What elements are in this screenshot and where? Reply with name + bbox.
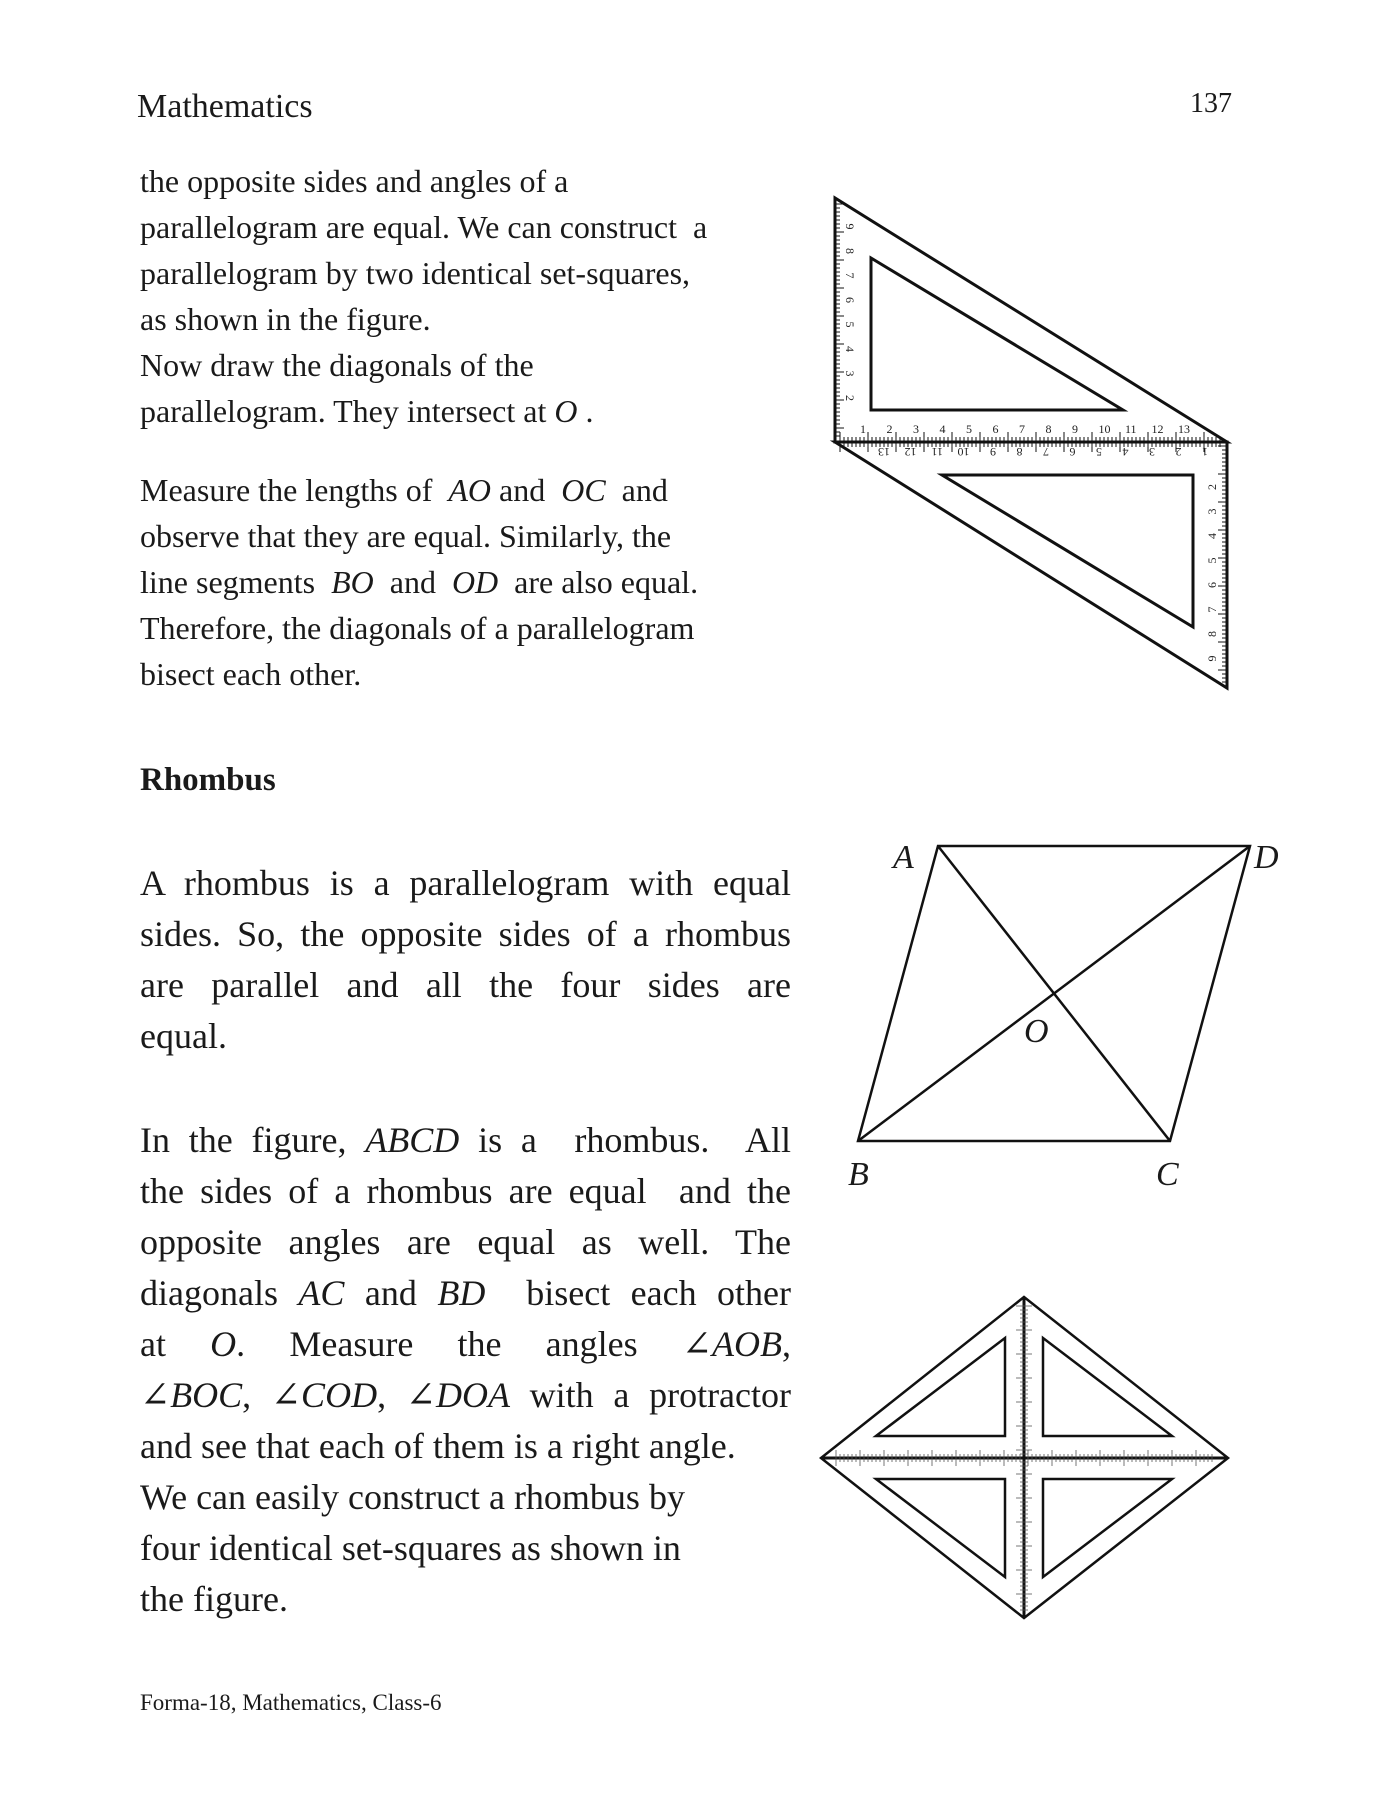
text-segment: In the figure, [140, 1120, 366, 1160]
set-square-bottom-inner [942, 475, 1193, 627]
vertex-label-d: D [1254, 839, 1279, 876]
ruler-number: 9 [990, 445, 996, 459]
set-square-top-inner [871, 258, 1123, 410]
ruler-number: 8 [1205, 631, 1219, 637]
text-segment: parallelogram by two identical set-squares, [140, 255, 691, 291]
ruler-number: 2 [1205, 484, 1219, 490]
ruler-number: 9 [1205, 655, 1219, 662]
text-segment: is a rhombus. All [459, 1120, 791, 1160]
text-segment: A rhombus is a parallelogram with equal [140, 863, 791, 903]
center-label-o: O [1024, 1013, 1049, 1050]
ruler-number: 2 [886, 422, 893, 436]
ruler-number: 5 [966, 422, 972, 436]
ruler-number: 13 [878, 445, 890, 459]
math-symbol: BO [331, 564, 374, 600]
ruler-number: 11 [1125, 422, 1137, 436]
text-segment: opposite angles are equal as well. The [140, 1222, 791, 1262]
text-segment: the opposite sides and angles of a [140, 163, 569, 199]
math-symbol: O [210, 1324, 237, 1364]
text-segment: . Measure the angles [236, 1324, 682, 1364]
vertex-label-a: A [893, 839, 914, 876]
text-segment: are also equal. [498, 564, 699, 600]
ruler-number: 2 [843, 395, 857, 401]
text-segment: and [344, 1273, 438, 1313]
text-segment: and [491, 472, 562, 508]
math-symbol: O [554, 393, 578, 429]
text-segment: equal. [140, 1016, 227, 1056]
ruler-number: 12 [904, 445, 917, 459]
ruler-number: 6 [992, 422, 999, 436]
ruler-number: 1 [1202, 445, 1208, 459]
ruler-number: 3 [1149, 445, 1155, 459]
ruler-number: 13 [1178, 422, 1190, 436]
text-segment: at [140, 1324, 211, 1364]
ruler-number: 7 [1205, 606, 1219, 613]
ruler-number: 5 [843, 321, 857, 328]
page-footer: Forma-18, Mathematics, Class-6 [140, 1690, 442, 1715]
math-symbol: BD [437, 1273, 486, 1313]
text-segment: and see that each of them is a right angle. [140, 1426, 736, 1466]
ruler-number: 12 [1151, 422, 1164, 436]
set-square-rhombus-figure [821, 1297, 1228, 1618]
text-segment: observe that they are equal. Similarly, the [140, 518, 672, 554]
set-square-top-outline [835, 198, 1227, 442]
set-square-parallelogram-figure [835, 198, 1227, 688]
ruler-number: 10 [957, 445, 970, 459]
ruler-number: 4 [1122, 445, 1129, 459]
ruler-number: 11 [931, 445, 943, 459]
text-segment: and [373, 564, 452, 600]
text-segment: , [781, 1324, 791, 1364]
text-segment: and [605, 472, 668, 508]
text-segment: bisect each other. [140, 656, 362, 692]
math-symbol: OD [451, 564, 499, 600]
diagonal-bd [858, 846, 1250, 1141]
math-symbol: AC [298, 1273, 345, 1313]
rhombus-abcd-figure [858, 846, 1250, 1141]
vertex-label-c: C [1156, 1156, 1179, 1193]
ruler-number: 5 [1205, 557, 1219, 564]
text-segment: sides. So, the opposite sides of a rhombus [140, 914, 791, 954]
ruler-number: 4 [843, 346, 857, 352]
set-square-upper-left-inner [876, 1338, 1005, 1436]
running-header: Mathematics [137, 88, 313, 125]
text-segment: diagonals [140, 1273, 299, 1313]
ruler-number: 6 [1069, 445, 1076, 459]
ruler-number: 10 [1098, 422, 1111, 436]
text-segment: as shown in the figure. [140, 301, 431, 337]
math-symbol: AO [448, 472, 492, 508]
ruler-number: 4 [1205, 533, 1219, 539]
text-segment: Now draw the diagonals of the [140, 347, 534, 383]
ruler-number: 9 [843, 223, 857, 230]
ruler-number: 8 [843, 248, 857, 254]
ruler-number: 4 [939, 422, 946, 436]
vertex-label-b: B [848, 1156, 869, 1193]
ruler-number: 6 [1205, 582, 1219, 588]
set-square-bottom-outline [835, 442, 1227, 688]
set-square-lower-right-inner [1043, 1479, 1172, 1577]
page-number: 137 [1190, 88, 1232, 119]
ruler-number: 7 [843, 272, 857, 279]
ruler-number: 8 [1016, 445, 1023, 459]
ruler-number: 3 [913, 422, 919, 436]
text-segment: , [242, 1375, 271, 1415]
text-segment: four identical set-squares as shown in [140, 1528, 681, 1568]
text-segment: We can easily construct a rhombus by [140, 1477, 685, 1517]
math-symbol: ∠AOB [681, 1324, 782, 1364]
math-symbol: ∠COD [270, 1375, 378, 1415]
text-segment: , [377, 1375, 406, 1415]
ruler-number: 7 [1019, 422, 1025, 436]
ruler-number: 7 [1043, 445, 1049, 459]
ruler-number: 2 [1175, 445, 1182, 459]
ruler-number: 3 [1205, 508, 1219, 515]
ruler-number: 1 [860, 422, 866, 436]
text-segment: parallelogram are equal. We can construct a [140, 209, 708, 245]
text-segment: parallelogram. They intersect at [140, 393, 555, 429]
ruler-number: 5 [1096, 445, 1102, 459]
text-segment: line segments [140, 564, 332, 600]
text-segment: bisect each other [485, 1273, 791, 1313]
math-symbol: ABCD [365, 1120, 460, 1160]
text-segment: the figure. [140, 1579, 288, 1619]
math-symbol: OC [561, 472, 606, 508]
text-segment: with a protractor [509, 1375, 791, 1415]
text-segment: the sides of a rhombus are equal and the [140, 1171, 791, 1211]
math-symbol: ∠BOC [140, 1375, 243, 1415]
ruler-number: 6 [843, 297, 857, 303]
section-heading-rhombus: Rhombus [140, 762, 276, 798]
text-segment: Measure the lengths of [140, 472, 449, 508]
text-segment: Therefore, the diagonals of a parallelogram [140, 610, 695, 646]
text-segment: are parallel and all the four sides are [140, 965, 791, 1005]
set-square-lower-left-inner [876, 1479, 1005, 1577]
set-square-upper-right-inner [1043, 1338, 1172, 1436]
ruler-number: 3 [843, 370, 857, 377]
math-symbol: ∠DOA [405, 1375, 510, 1415]
ruler-number: 9 [1072, 422, 1078, 436]
text-segment: . [577, 393, 594, 429]
ruler-number: 8 [1045, 422, 1052, 436]
